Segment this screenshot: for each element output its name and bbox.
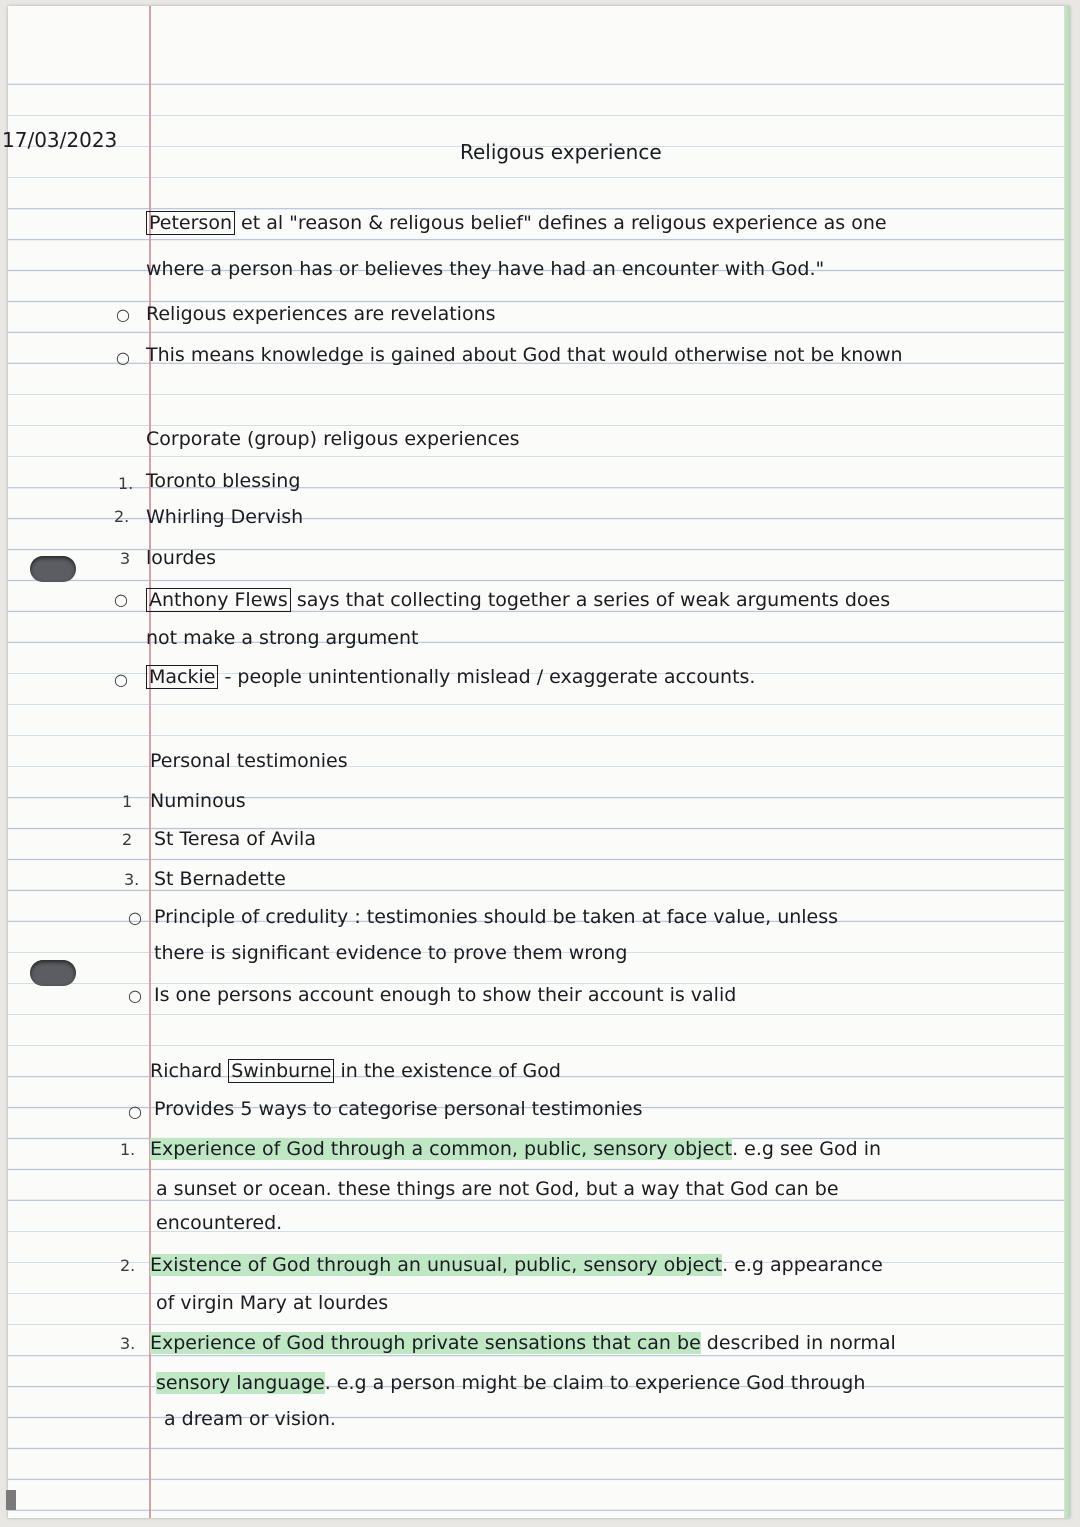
bullet-icon: ○ [116, 305, 130, 324]
highlight: sensory language [156, 1372, 325, 1394]
author-box-flew: Anthony Flews [146, 588, 291, 612]
corporate-heading: Corporate (group) religous experiences [146, 428, 520, 450]
list-number: 3. [124, 870, 140, 889]
swinburne-heading-rest: in the existence of God [340, 1060, 561, 1082]
intro-line-1-text: et al "reason & religous belief" defines a religous experience as one [241, 212, 887, 234]
author-box-peterson: Peterson [146, 211, 235, 235]
flew-critique-line-1 [146, 589, 890, 611]
swinburne-point-1-line-2: a sunset or ocean. these things are not God, but a way that God can be [156, 1178, 839, 1200]
personal-heading: Personal testimonies [150, 750, 348, 772]
bullet-icon: ○ [116, 348, 130, 367]
flew-critique-line-2: not make a strong argument [146, 627, 419, 649]
bullet-icon: ○ [114, 670, 128, 689]
personal-bullet-2: Is one persons account enough to show their account is valid [154, 984, 737, 1006]
swinburne-prefix: Richard [150, 1060, 223, 1082]
page-top-band [8, 6, 1070, 54]
list-number: 2 [122, 830, 133, 849]
highlight: Experience of God through private sensations that can be [150, 1332, 701, 1354]
corporate-item-3: lourdes [146, 547, 217, 569]
swinburne-point-3-line-3: a dream or vision. [164, 1408, 336, 1430]
personal-item-1: Numinous [150, 790, 246, 812]
bullet-icon: ○ [128, 986, 142, 1005]
swinburne-point-2-line-1: Existence of God through an unusual, public, sensory object. e.g appearance [150, 1254, 883, 1276]
highlight: Existence of God through an unusual, public, sensory object [150, 1254, 723, 1276]
swinburne-point-3-line-2: sensory language. e.g a person might be claim to experience God through [156, 1372, 866, 1394]
mackie-critique [146, 666, 755, 688]
list-number: 1. [118, 474, 134, 493]
list-number: 2. [114, 507, 130, 526]
bullet-icon: ○ [128, 1102, 142, 1121]
list-number: 2. [120, 1256, 136, 1275]
list-number: 3 [120, 549, 131, 568]
list-number: 1. [120, 1140, 136, 1159]
bullet-icon: ○ [128, 908, 142, 927]
highlight: Experience of God through a common, public, sensory object [150, 1138, 733, 1160]
binder-hole-top [30, 556, 76, 582]
bullet-icon: ○ [114, 590, 128, 609]
flew-critique-text: says that collecting together a series of weak arguments does [296, 589, 891, 611]
credulity-line-2: there is significant evidence to prove them wrong [154, 942, 628, 964]
intro-line-1 [146, 212, 887, 234]
corporate-item-2: Whirling Dervish [146, 506, 304, 528]
list-number: 1 [122, 792, 133, 811]
date: 17/03/2023 [2, 128, 118, 152]
swinburne-point-2-line-2: of virgin Mary at lourdes [156, 1292, 389, 1314]
corporate-item-1: Toronto blessing [146, 470, 301, 492]
binder-hole-bottom [30, 960, 76, 986]
personal-item-3: St Bernadette [154, 868, 286, 890]
swinburne-bullet: Provides 5 ways to categorise personal testimonies [154, 1098, 643, 1120]
credulity-line-1: Principle of credulity : testimonies should be taken at face value, unless [154, 906, 839, 928]
intro-bullet-1: Religous experiences are revelations [146, 303, 496, 325]
intro-line-2: where a person has or believes they have had an encounter with God." [146, 258, 825, 280]
author-box-swinburne: Swinburne [228, 1059, 334, 1083]
list-number: 3. [120, 1334, 136, 1353]
intro-bullet-2: This means knowledge is gained about God that would otherwise not be known [146, 344, 903, 366]
page-corner-mark [6, 1490, 16, 1510]
page-edge-strip [1064, 6, 1070, 1518]
mackie-critique-text: - people unintentionally mislead / exaggerate accounts. [224, 666, 756, 688]
swinburne-heading [150, 1060, 561, 1082]
swinburne-point-3-line-1: Experience of God through private sensations that can be described in normal [150, 1332, 896, 1354]
swinburne-point-1-line-1: Experience of God through a common, public, sensory object. e.g see God in [150, 1138, 882, 1160]
personal-item-2: St Teresa of Avila [154, 828, 316, 850]
author-box-mackie: Mackie [146, 665, 218, 689]
page-title: Religous experience [460, 140, 662, 164]
swinburne-point-1-line-3: encountered. [156, 1212, 283, 1234]
